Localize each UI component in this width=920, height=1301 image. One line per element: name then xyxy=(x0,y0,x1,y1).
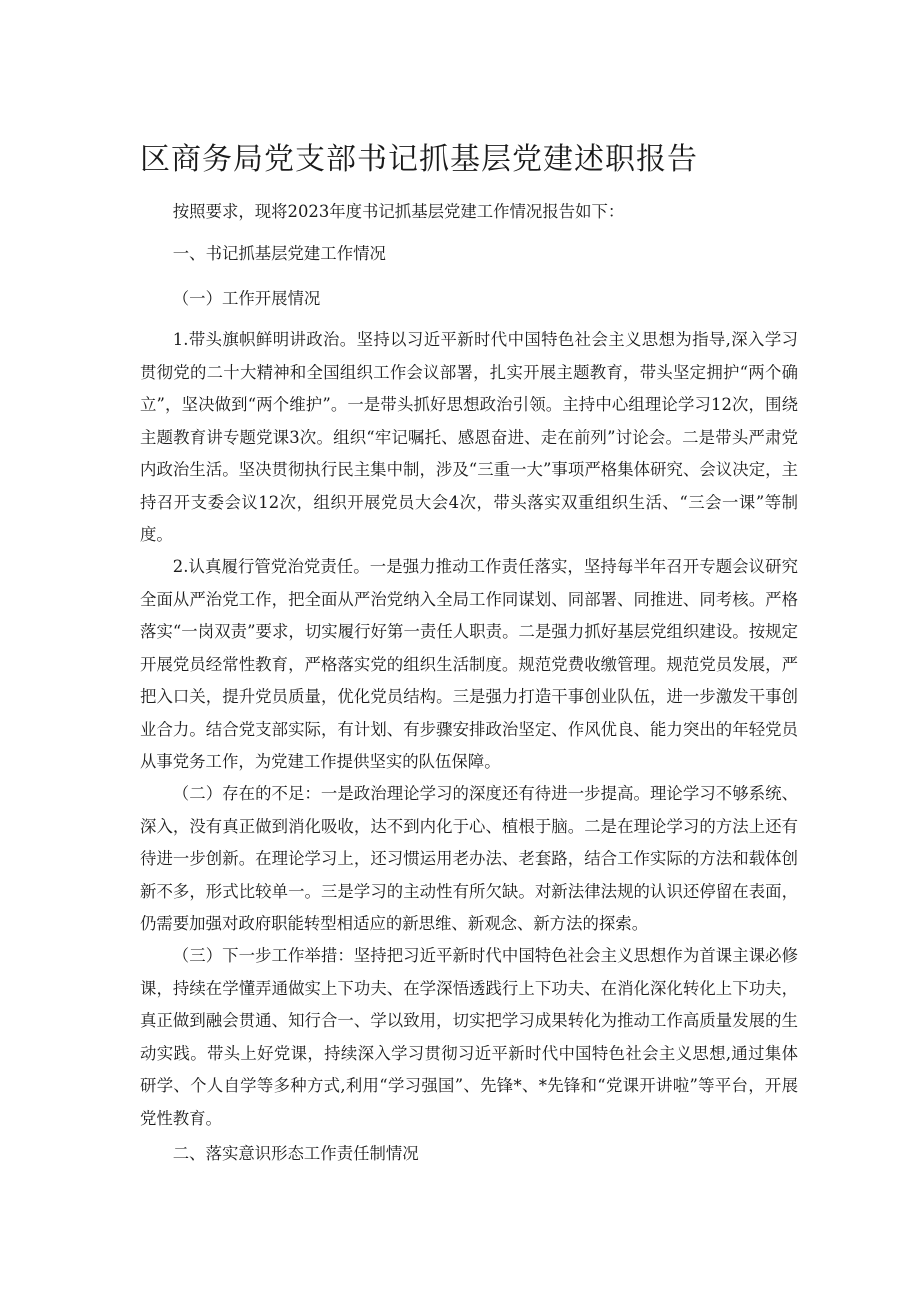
paragraph-responsibility: 2.认真履行管党治党责任。一是强力推动工作责任落实，坚持每半年召开专题会议研究全面从严治党工作，把全面从严治党纳入全局工作同谋划、同部署、同推进、同考核。严格落实“一岗双责”要求，切实履行好第一责任人职责。二是强力抓好基层党组织建设。按规定开展党员经常性教育，严格落实党的组织生活制度。规范党费收缴管理。规范党员发展，严把入口关，提升党员质量，优化党员结构。三是强力打造干事创业队伍，进一步激发干事创业合力。结合党支部实际，有计划、有步骤安排政治坚定、作风优良、能力突出的年轻党员从事党务工作，为党建工作提供坚实的队伍保障。 xyxy=(140,557,798,771)
section-1-heading: 一、书记抓基层党建工作情况 xyxy=(172,244,386,263)
subsection-1-heading: （一）工作开展情况 xyxy=(172,289,321,308)
paragraph-shortcomings: （二）存在的不足：一是政治理论学习的深度还有待进一步提高。理论学习不够系统、深入，没有真正做到消化吸收，达不到内化于心、植根于脑。二是在理论学习的方法上还有待进一步创新。在理论学习上，还习惯运用老办法、老套路，结合工作实际的方法和载体创新不多，形式比较单一。三是学习的主动性有所欠缺。对新法律法规的认识还停留在表面，仍需要加强对政府职能转型相适应的新思维、新观念、新方法的探索。 xyxy=(140,784,798,933)
section-2-heading: 二、落实意识形态工作责任制情况 xyxy=(172,1144,419,1163)
intro-paragraph: 按照要求，现将2023年度书记抓基层党建工作情况报告如下： xyxy=(172,202,625,221)
document-title: 区商务局党支部书记抓基层党建述职报告 xyxy=(140,142,698,177)
paragraph-politics: 1.带头旗帜鲜明讲政治。坚持以习近平新时代中国特色社会主义思想为指导,深入学习贯彻党的二十大精神和全国组织工作会议部署，扎实开展主题教育，带头坚定拥护“两个确立”，坚决做到“两个维护”。一是带头抓好思想政治引领。主持中心组理论学习12次，围绕主题教育讲专题党课3次。组织“牢记嘱托、感恩奋进、走在前列”讨论会。二是带头严肃党内政治生活。坚决贯彻执行民主集中制，涉及“三重一大”事项严格集体研究、会议决定，主持召开支委会议12次，组织开展党员大会4次，带头落实双重组织生活、“三会一课”等制度。 xyxy=(140,330,798,544)
paragraph-next-steps: （三）下一步工作举措：坚持把习近平新时代中国特色社会主义思想作为首课主课必修课，持续在学懂弄通做实上下功夫、在学深悟透践行上下功夫、在消化深化转化上下功夫，真正做到融会贯通、知行合一、学以致用，切实把学习成果转化为推动工作高质量发展的生动实践。带头上好党课，持续深入学习贯彻习近平新时代中国特色社会主义思想,通过集体研学、个人自学等多种方式,利用“学习强国”、先锋*、*先锋和“党课开讲啦”等平台，开展党性教育。 xyxy=(140,946,798,1128)
